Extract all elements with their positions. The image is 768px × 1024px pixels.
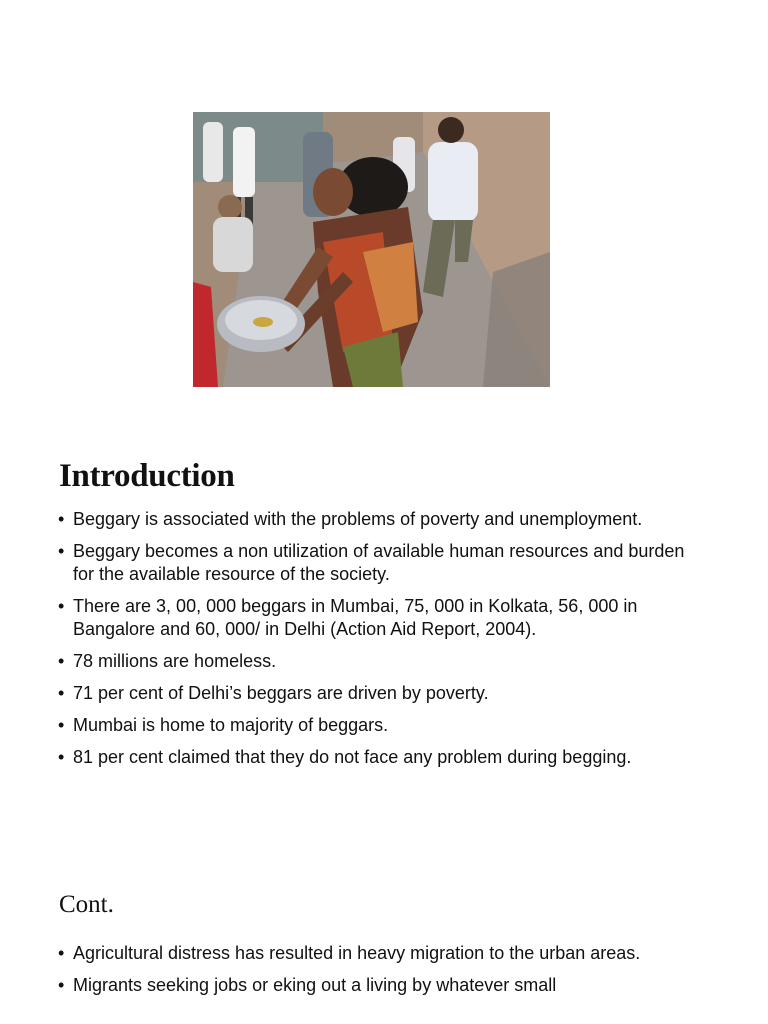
cont-heading: Cont.: [59, 891, 114, 918]
introduction-heading: Introduction: [59, 458, 235, 494]
list-item: • Agricultural distress has resulted in heavy migration to the urban areas.: [58, 942, 708, 965]
photo-illustration: [193, 112, 550, 387]
street-beggars-photo: [193, 112, 550, 387]
list-item: • Beggary is associated with the problems of poverty and unemployment.: [58, 508, 708, 531]
list-item: • 71 per cent of Delhi’s beggars are driven by poverty.: [58, 682, 708, 705]
list-item: • Mumbai is home to majority of beggars.: [58, 714, 708, 737]
list-item: • Beggary becomes a non utilization of available human resources and burden for the available resource of the society.: [58, 540, 708, 586]
list-item: • 78 millions are homeless.: [58, 650, 708, 673]
introduction-bullet-list: [58, 508, 708, 778]
cont-bullet-list: [58, 942, 708, 1006]
list-item: • There are 3, 00, 000 beggars in Mumbai, 75, 000 in Kolkata, 56, 000 in Bangalore and 60, 000/ in Delhi (Action Aid Report, 2004).: [58, 595, 708, 641]
list-item: • Migrants seeking jobs or eking out a living by whatever small: [58, 974, 708, 997]
list-item: • 81 per cent claimed that they do not face any problem during begging.: [58, 746, 708, 769]
